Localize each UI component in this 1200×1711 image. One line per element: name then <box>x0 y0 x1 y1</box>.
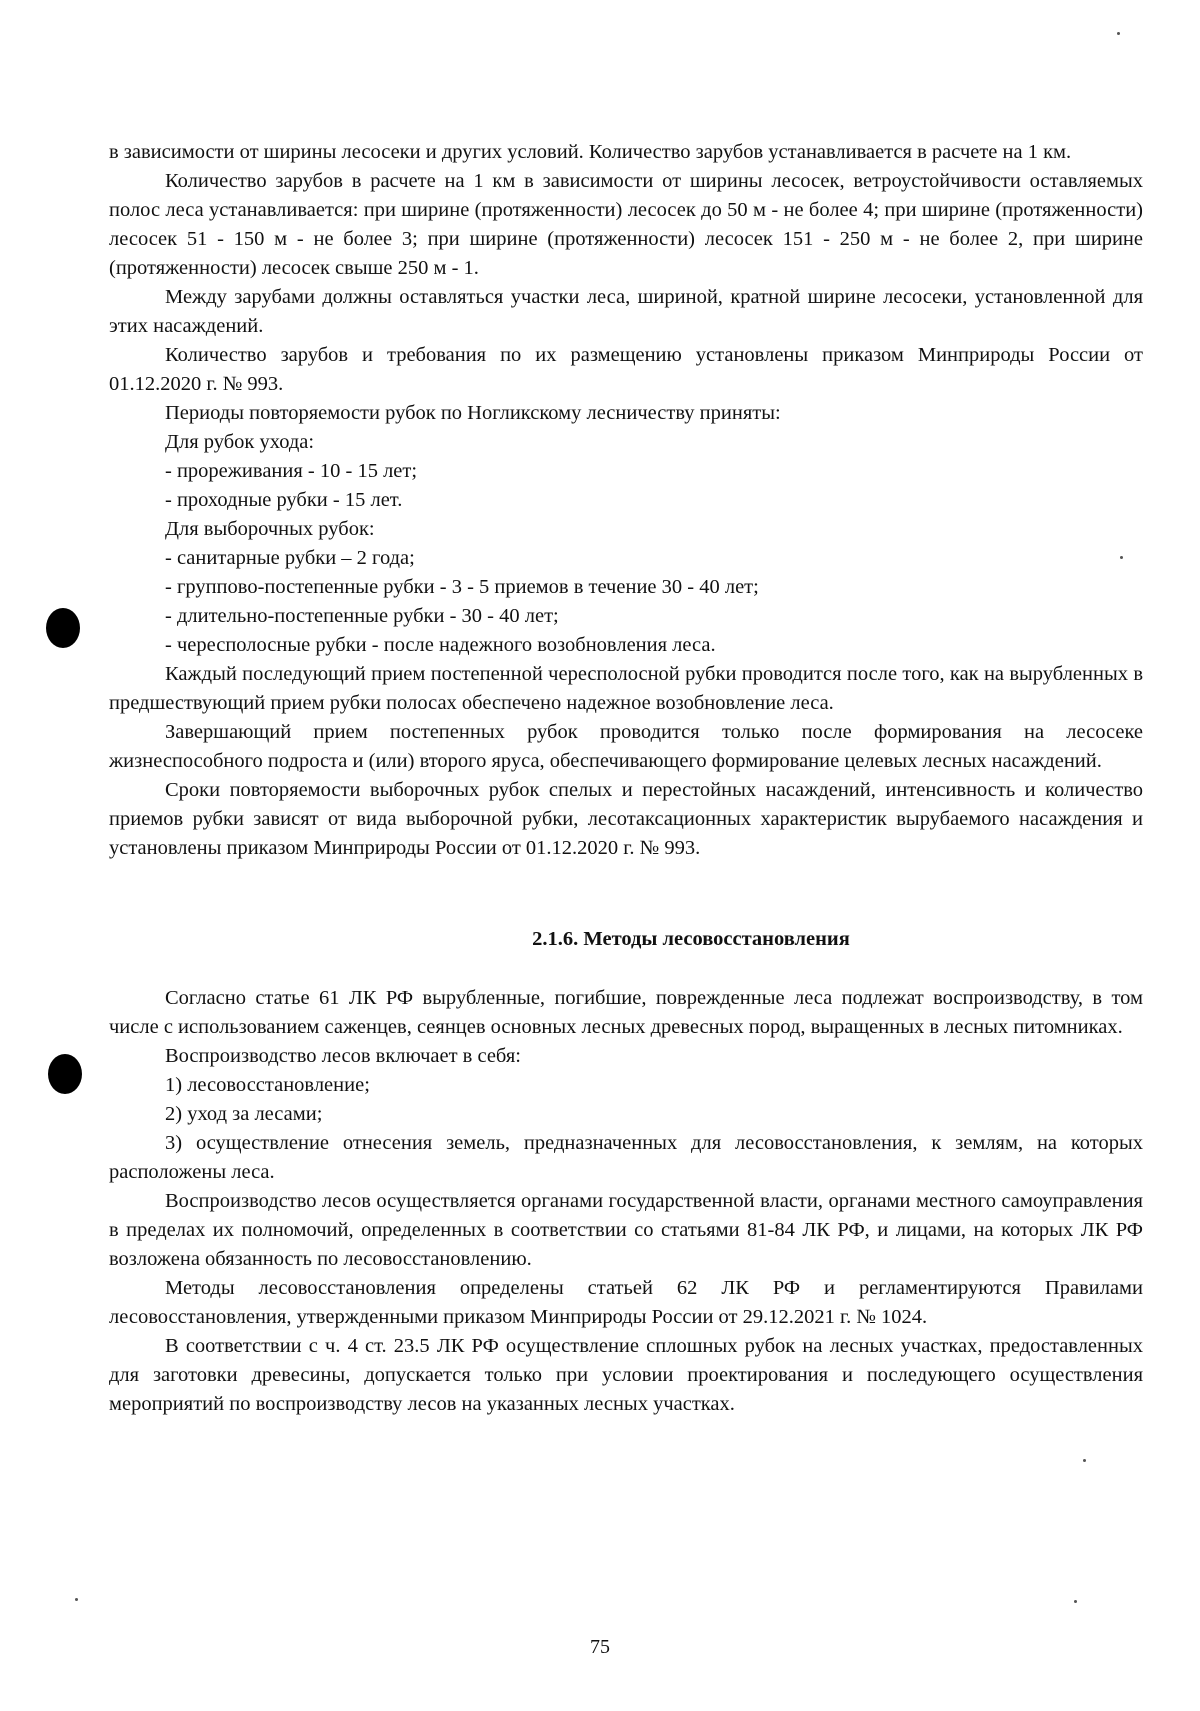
paragraph: 3) осуществление отнесения земель, предназначенных для лесовосстановления, к землям, на которых расположены леса. <box>109 1132 1143 1183</box>
list-item: - чересполосные рубки - после надежного возобновления леса. <box>165 634 716 656</box>
scan-speck <box>1083 1459 1086 1462</box>
scan-speck <box>1117 32 1120 35</box>
list-item: - длительно-постепенные рубки - 30 - 40 лет; <box>165 605 559 627</box>
cutting-periods-list <box>109 428 1143 660</box>
paragraph: Периоды повторяемости рубок по Ногликскому лесничеству приняты: <box>165 402 781 424</box>
paragraph: Между зарубами должны оставляться участки леса, шириной, кратной ширине лесосеки, установленной для этих насаждений. <box>109 286 1143 337</box>
list-item: 2) уход за лесами; <box>165 1103 323 1125</box>
paragraph: Количество зарубов в расчете на 1 км в зависимости от ширины лесосек, ветроустойчивости оставляемых полос леса устанавливается: при ширине (протяженности) лесосек до 50 м - не более 4; при ширине (протяженности) лесосек 51 - 150 м - не более 3; при ширине (протяженности) лесосек 151 - 250 м - не более 2, при ширине (протяженности) лесосек свыше 250 м - 1. <box>109 170 1143 279</box>
punch-hole <box>48 1054 82 1094</box>
paragraph: в зависимости от ширины лесосеки и других условий. Количество зарубов устанавливается в расчете на 1 км. <box>109 141 1072 163</box>
paragraph: Сроки повторяемости выборочных рубок спелых и перестойных насаждений, интенсивность и количество приемов рубки зависят от вида выборочной рубки, лесотаксационных характеристик вырубаемого насаждения и установлены приказом Минприроды России от 01.12.2020 г. № 993. <box>109 779 1143 859</box>
paragraph: Воспроизводство лесов осуществляется органами государственной власти, органами местного самоуправления в пределах их полномочий, определенных в соответствии со статьями 81-84 ЛК РФ, и лицами, на которых ЛК РФ возложена обязанность по лесовосстановлению. <box>109 1190 1143 1270</box>
list-item: Для рубок ухода: <box>165 431 315 453</box>
list-item: - проходные рубки - 15 лет. <box>165 489 403 511</box>
page-number: 75 <box>590 1636 610 1658</box>
list-item: 1) лесовосстановление; <box>165 1074 370 1096</box>
paragraph: Воспроизводство лесов включает в себя: <box>165 1045 521 1067</box>
paragraph: В соответствии с ч. 4 ст. 23.5 ЛК РФ осуществление сплошных рубок на лесных участках, предоставленных для заготовки древесины, допускается только при условии проектирования и последующего осуществления мероприятий по воспроизводству лесов на указанных лесных участках. <box>109 1335 1143 1415</box>
paragraph: Каждый последующий прием постепенной чересполосной рубки проводится после того, как на вырубленных в предшествующий прием рубки полосах обеспечено надежное возобновление леса. <box>109 663 1143 714</box>
list-item: - прореживания - 10 - 15 лет; <box>165 460 418 482</box>
paragraph: Методы лесовосстановления определены статьей 62 ЛК РФ и регламентируются Правилами лесовосстановления, утвержденными приказом Минприроды России от 29.12.2021 г. № 1024. <box>109 1277 1143 1328</box>
punch-hole <box>46 608 80 648</box>
paragraph: Согласно статье 61 ЛК РФ вырубленные, погибшие, поврежденные леса подлежат воспроизводству, в том числе с использованием саженцев, сеянцев основных лесных древесных пород, выращенных в лесных питомниках. <box>109 987 1143 1038</box>
list-item: Для выборочных рубок: <box>165 518 375 540</box>
paragraph: Количество зарубов и требования по их размещению установлены приказом Минприроды России от 01.12.2020 г. № 993. <box>109 344 1143 395</box>
reproduction-list <box>109 1071 1143 1129</box>
document-body <box>109 138 1143 1419</box>
section-heading: 2.1.6. Методы лесовосстановления <box>532 928 850 950</box>
scan-speck <box>75 1598 78 1601</box>
scan-speck <box>1074 1600 1077 1603</box>
paragraph: Завершающий прием постепенных рубок проводится только после формирования на лесосеке жизнеспособного подроста и (или) второго яруса, обеспечивающего формирование целевых лесных насаждений. <box>109 721 1143 772</box>
list-item: - санитарные рубки – 2 года; <box>165 547 415 569</box>
list-item: - группово-постепенные рубки - 3 - 5 приемов в течение 30 - 40 лет; <box>165 576 759 598</box>
